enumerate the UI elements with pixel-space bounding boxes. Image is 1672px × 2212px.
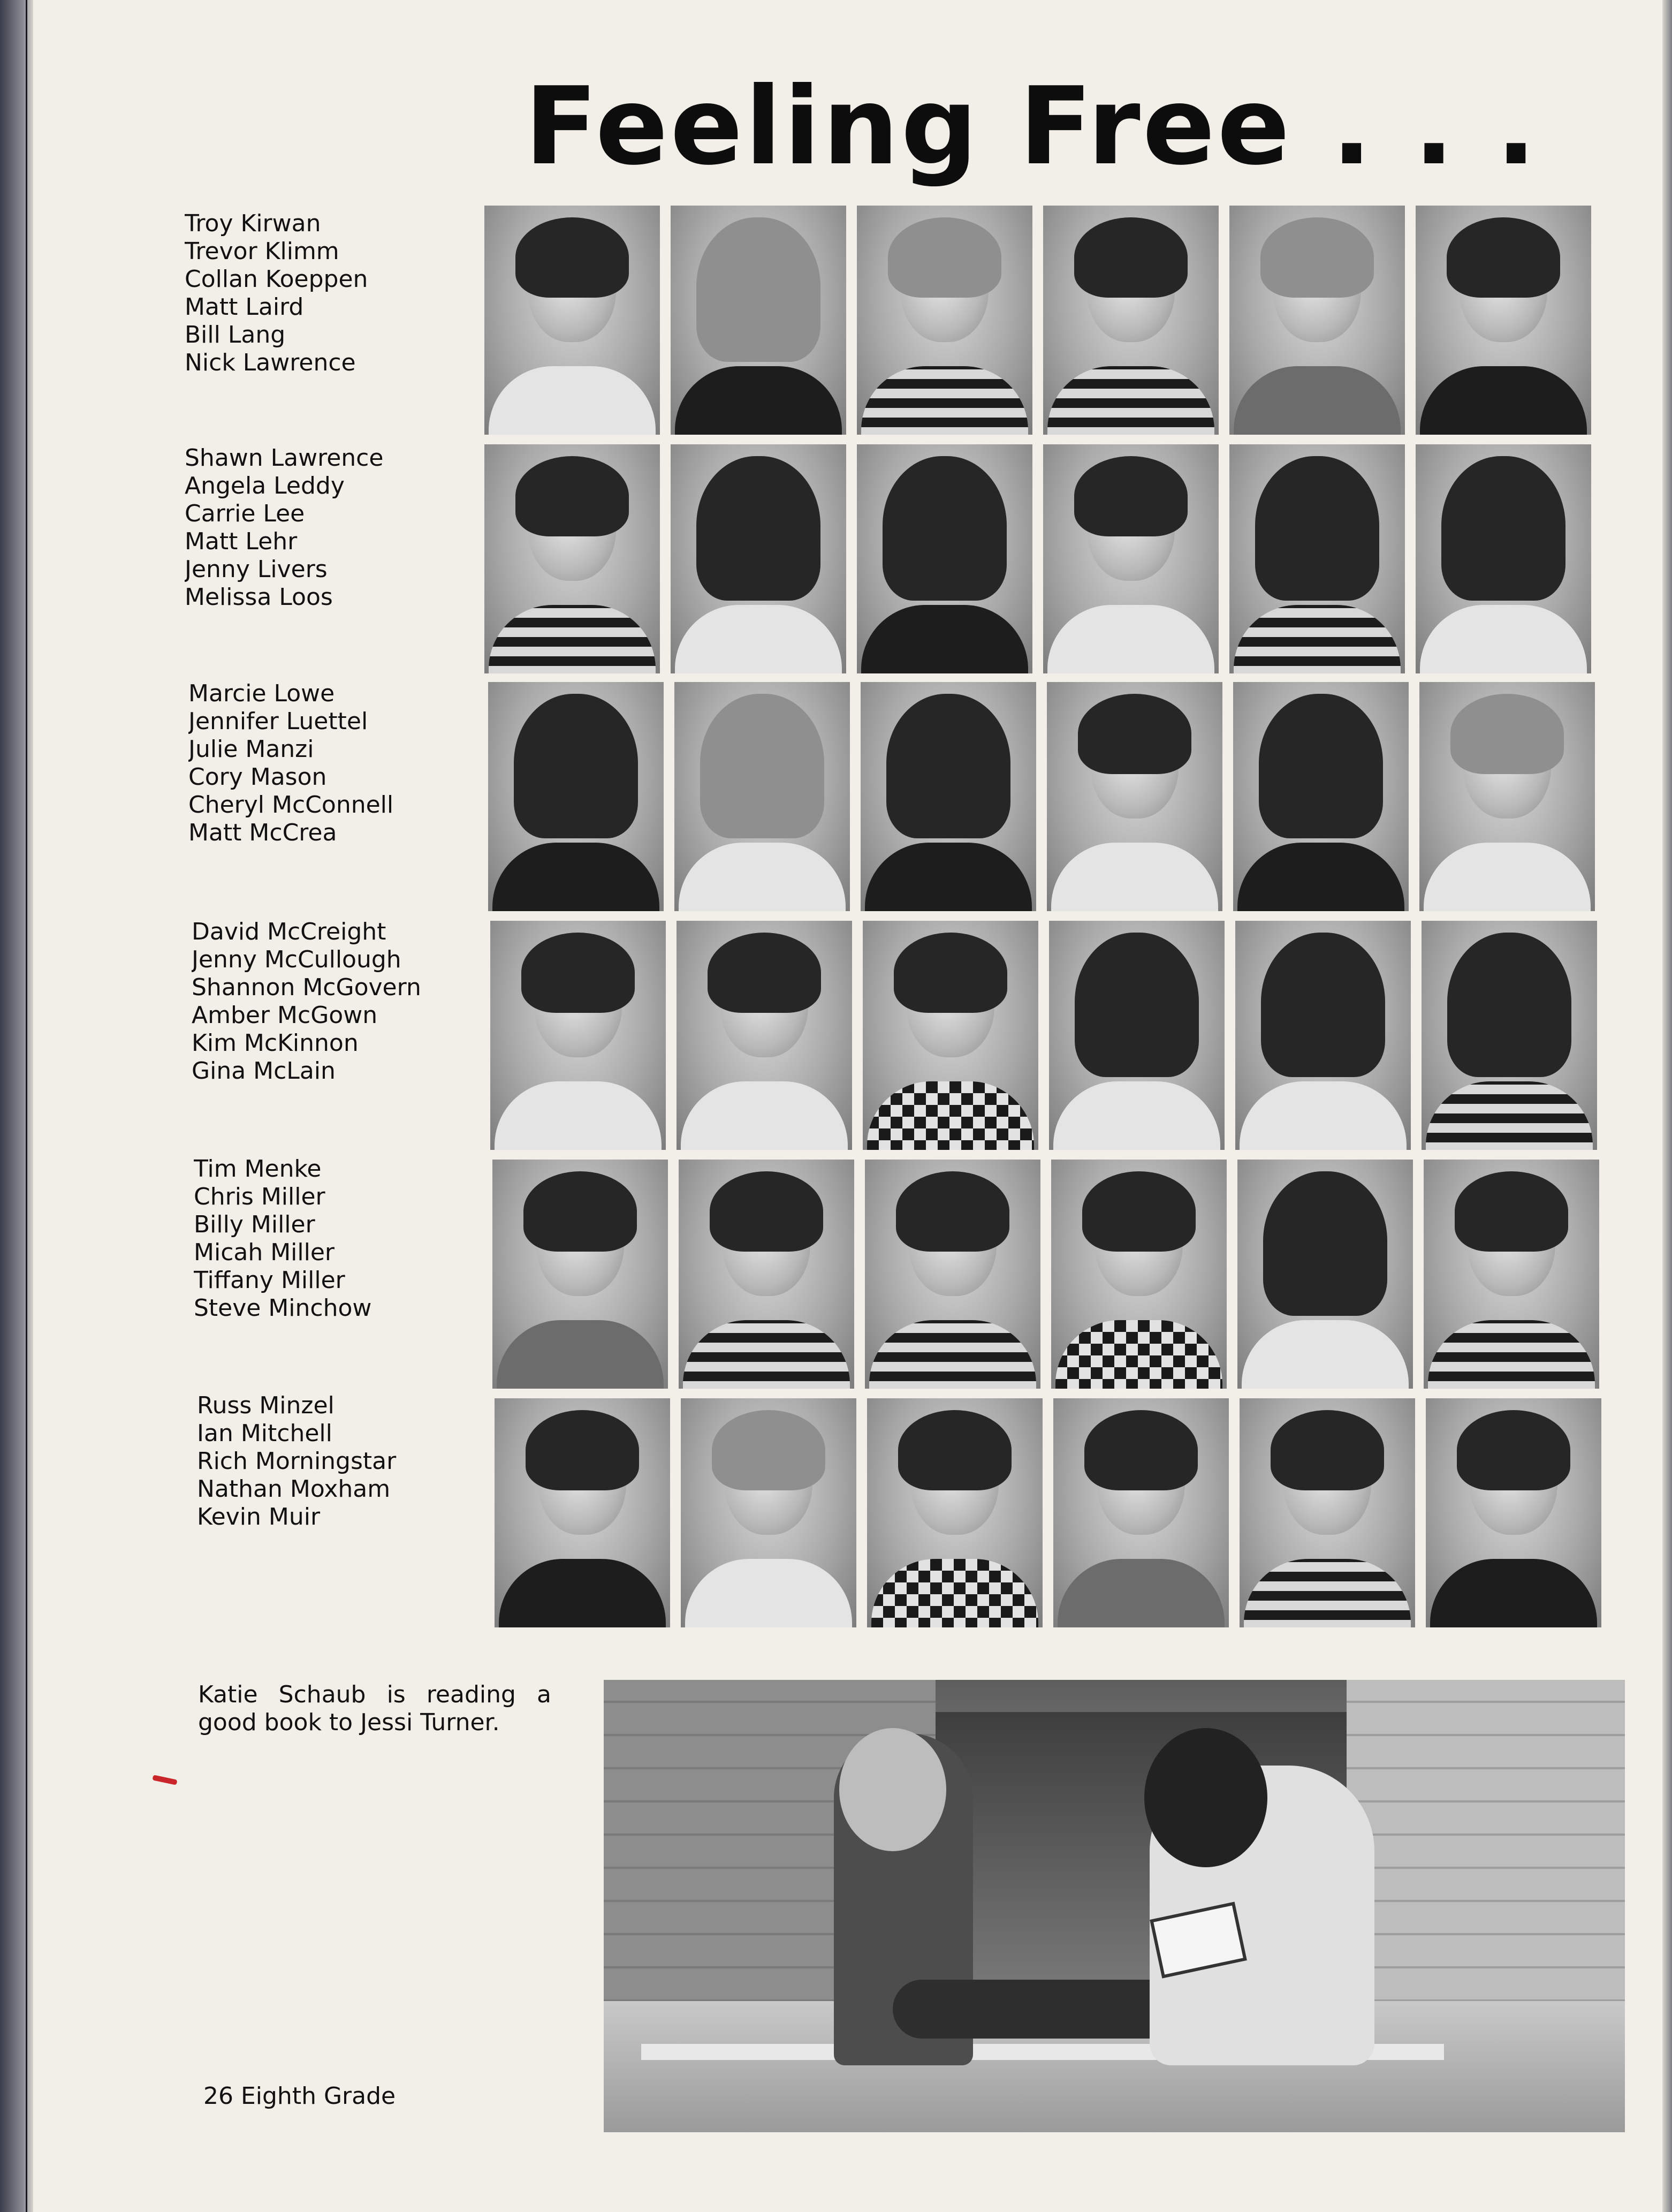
student-portrait [857, 206, 1032, 435]
student-portrait [681, 1398, 856, 1627]
student-portrait [1235, 921, 1411, 1150]
student-hair-left [839, 1728, 946, 1851]
page-title: Feeling Free . . . [525, 64, 1539, 189]
student-name: Micah Miller [194, 1239, 335, 1266]
student-portrait [1053, 1398, 1229, 1627]
name-list-row-4 [192, 918, 481, 1085]
student-name: Trevor Klimm [185, 238, 339, 265]
student-name: Russ Minzel [197, 1392, 335, 1419]
student-portrait [677, 921, 852, 1150]
name-list-row-3 [188, 680, 477, 847]
portrait-row-2 [484, 444, 1603, 673]
student-portrait [495, 1398, 670, 1627]
photo-caption [198, 1681, 551, 1737]
name-list-row-5 [194, 1155, 483, 1322]
student-name: Jennifer Luettel [188, 708, 368, 735]
student-portrait [1233, 682, 1409, 911]
student-portrait [1237, 1160, 1413, 1389]
student-portrait [1419, 682, 1595, 911]
student-name: Kim McKinnon [192, 1029, 359, 1057]
page-binding [0, 0, 33, 2212]
name-list-row-2 [185, 444, 474, 611]
student-name: Matt Laird [185, 293, 304, 321]
student-name: Julie Manzi [188, 736, 314, 763]
student-name: Amber McGown [192, 1002, 378, 1029]
student-portrait [1240, 1398, 1415, 1627]
student-portrait [1043, 444, 1219, 673]
student-name: Matt McCrea [188, 819, 337, 846]
student-portrait [484, 444, 660, 673]
student-name: Nick Lawrence [185, 349, 356, 376]
student-portrait [671, 206, 846, 435]
student-portrait [1043, 206, 1219, 435]
name-list-row-1 [185, 210, 474, 377]
student-portrait [865, 1160, 1040, 1389]
student-portrait [1426, 1398, 1601, 1627]
student-name: Shannon McGovern [192, 974, 421, 1001]
student-name: Marcie Lowe [188, 680, 335, 707]
student-portrait [679, 1160, 854, 1389]
student-name: Bill Lang [185, 321, 286, 349]
caption-line-2: good book to Jessi Turner. [198, 1709, 500, 1736]
red-pen-mark [152, 1775, 177, 1785]
student-portrait [1229, 206, 1405, 435]
portrait-row-5 [492, 1160, 1611, 1389]
student-portrait [490, 921, 666, 1150]
student-portrait [674, 682, 850, 911]
student-name: Cheryl McConnell [188, 791, 394, 819]
student-portrait [861, 682, 1036, 911]
student-name: Jenny Livers [185, 556, 328, 583]
student-portrait [1416, 444, 1591, 673]
caption-line-1: Katie Schaub is reading a [198, 1681, 551, 1708]
student-hair-right [1144, 1728, 1267, 1867]
student-portrait [671, 444, 846, 673]
student-name: Chris Miller [194, 1183, 325, 1210]
student-portrait [1051, 1160, 1227, 1389]
student-portrait [1416, 206, 1591, 435]
portrait-row-6 [495, 1398, 1613, 1627]
student-name: Steve Minchow [194, 1294, 372, 1322]
student-portrait [492, 1160, 668, 1389]
name-list-row-6 [197, 1392, 486, 1531]
student-portrait [488, 682, 664, 911]
student-name: Shawn Lawrence [185, 444, 384, 472]
portrait-row-4 [490, 921, 1609, 1150]
page-folio: 26 Eighth Grade [203, 2082, 396, 2110]
binding-line [26, 0, 27, 2212]
page-edge [1662, 0, 1672, 2212]
student-legs-left [893, 1980, 1192, 2039]
student-name: Kevin Muir [197, 1503, 321, 1531]
student-name: Angela Leddy [185, 472, 345, 499]
student-name: Collan Koeppen [185, 266, 368, 293]
student-portrait [1047, 682, 1222, 911]
student-portrait [1424, 1160, 1599, 1389]
student-name: Jenny McCullough [192, 946, 401, 973]
student-name: Tim Menke [194, 1155, 322, 1183]
candid-hallway-photo [604, 1680, 1625, 2132]
student-portrait [863, 921, 1038, 1150]
student-name: Ian Mitchell [197, 1420, 332, 1447]
student-name: Matt Lehr [185, 528, 298, 555]
student-name: David McCreight [192, 918, 386, 945]
student-name: Cory Mason [188, 763, 327, 791]
student-name: Billy Miller [194, 1211, 315, 1238]
portrait-row-1 [484, 206, 1603, 435]
student-portrait [484, 206, 660, 435]
student-portrait [857, 444, 1032, 673]
student-portrait [1049, 921, 1225, 1150]
student-name: Tiffany Miller [194, 1267, 345, 1294]
student-portrait [1422, 921, 1597, 1150]
student-portrait [867, 1398, 1043, 1627]
student-name: Melissa Loos [185, 584, 333, 611]
student-name: Carrie Lee [185, 500, 305, 527]
student-name: Gina McLain [192, 1057, 336, 1085]
student-name: Nathan Moxham [197, 1475, 391, 1503]
portrait-row-3 [488, 682, 1607, 911]
student-portrait [1229, 444, 1405, 673]
student-name: Troy Kirwan [185, 210, 321, 237]
student-name: Rich Morningstar [197, 1448, 397, 1475]
